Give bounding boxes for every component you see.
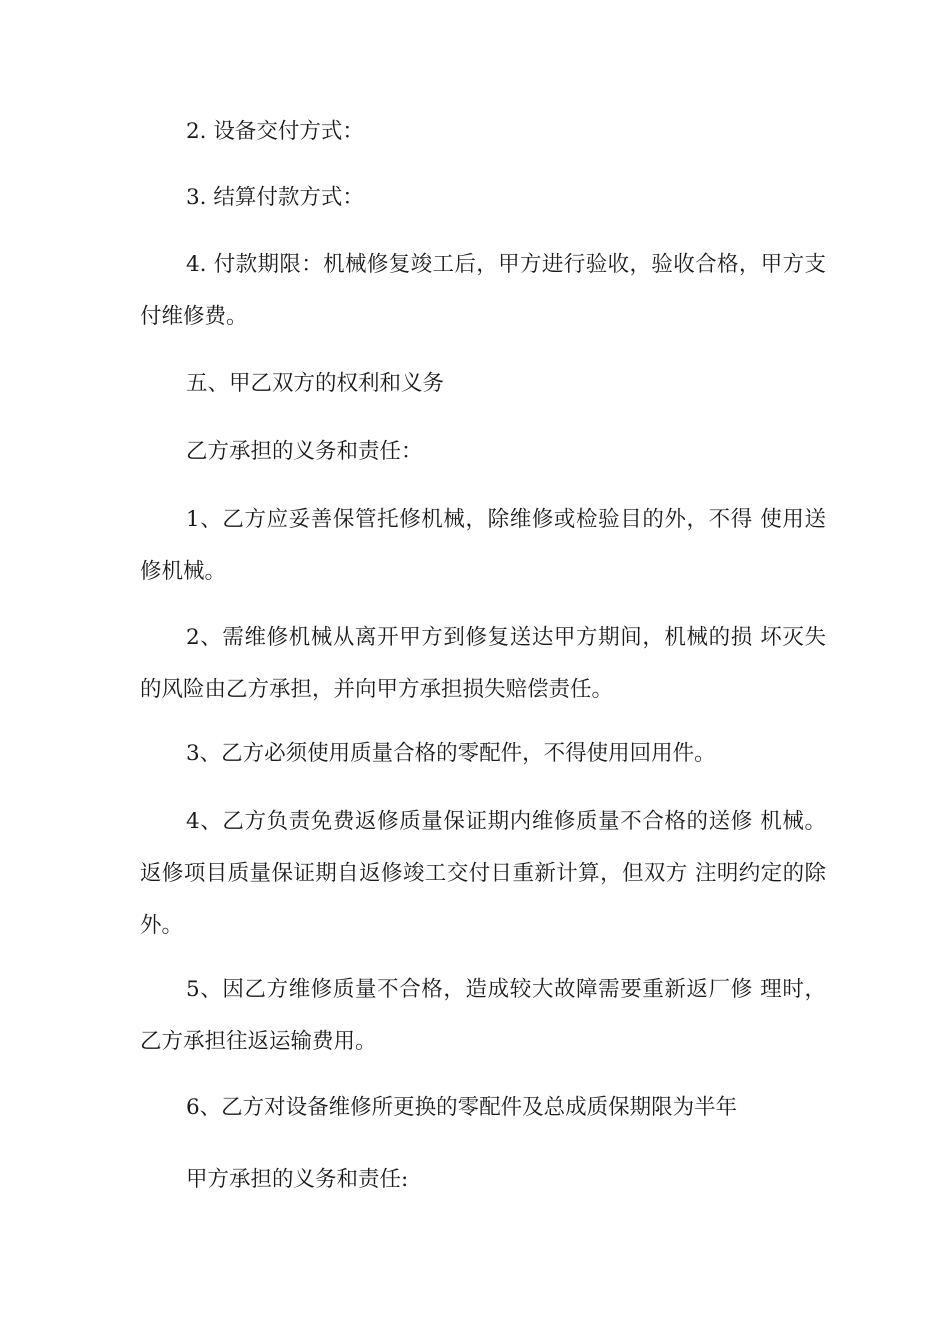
clause-b-6: 6、乙方对设备维修所更换的零配件及总成质保期限为半年 [186, 1095, 738, 1120]
clause-b-5: 5、因乙方维修质量不合格，造成较大故障需要重新返厂修 理时，乙方承担往返运输费用。 [140, 977, 826, 1054]
paragraph-settlement-method: 3. 结算付款方式： [186, 185, 364, 210]
paragraph-delivery-method: 2. 设备交付方式： [186, 119, 364, 144]
subheading-party-a-obligations: 甲方承担的义务和责任: [186, 1167, 409, 1192]
clause-b-2: 2、需维修机械从离开甲方到修复送达甲方期间，机械的损 坏灭失的风险由乙方承担，并向甲方承担损失赔偿责任。 [140, 625, 826, 702]
clause-b-3: 3、乙方必须使用质量合格的零配件，不得使用回用件。 [186, 741, 716, 766]
clause-b-1: 1、乙方应妥善保管托修机械，除维修或检验目的外，不得 使用送修机械。 [140, 507, 826, 584]
clause-b-4: 4、乙方负责免费返修质量保证期内维修质量不合格的送修 机械。返修项目质量保证期自返修竣工交付日重新计算，但双方 注明约定的除外。 [140, 809, 826, 938]
paragraph-payment-term: 4. 付款期限：机械修复竣工后，甲方进行验收，验收合格，甲方支付维修费。 [140, 252, 826, 329]
section-heading-rights-obligations: 五、甲乙双方的权利和义务 [186, 371, 445, 396]
subheading-party-b-obligations: 乙方承担的义务和责任： [186, 439, 423, 464]
